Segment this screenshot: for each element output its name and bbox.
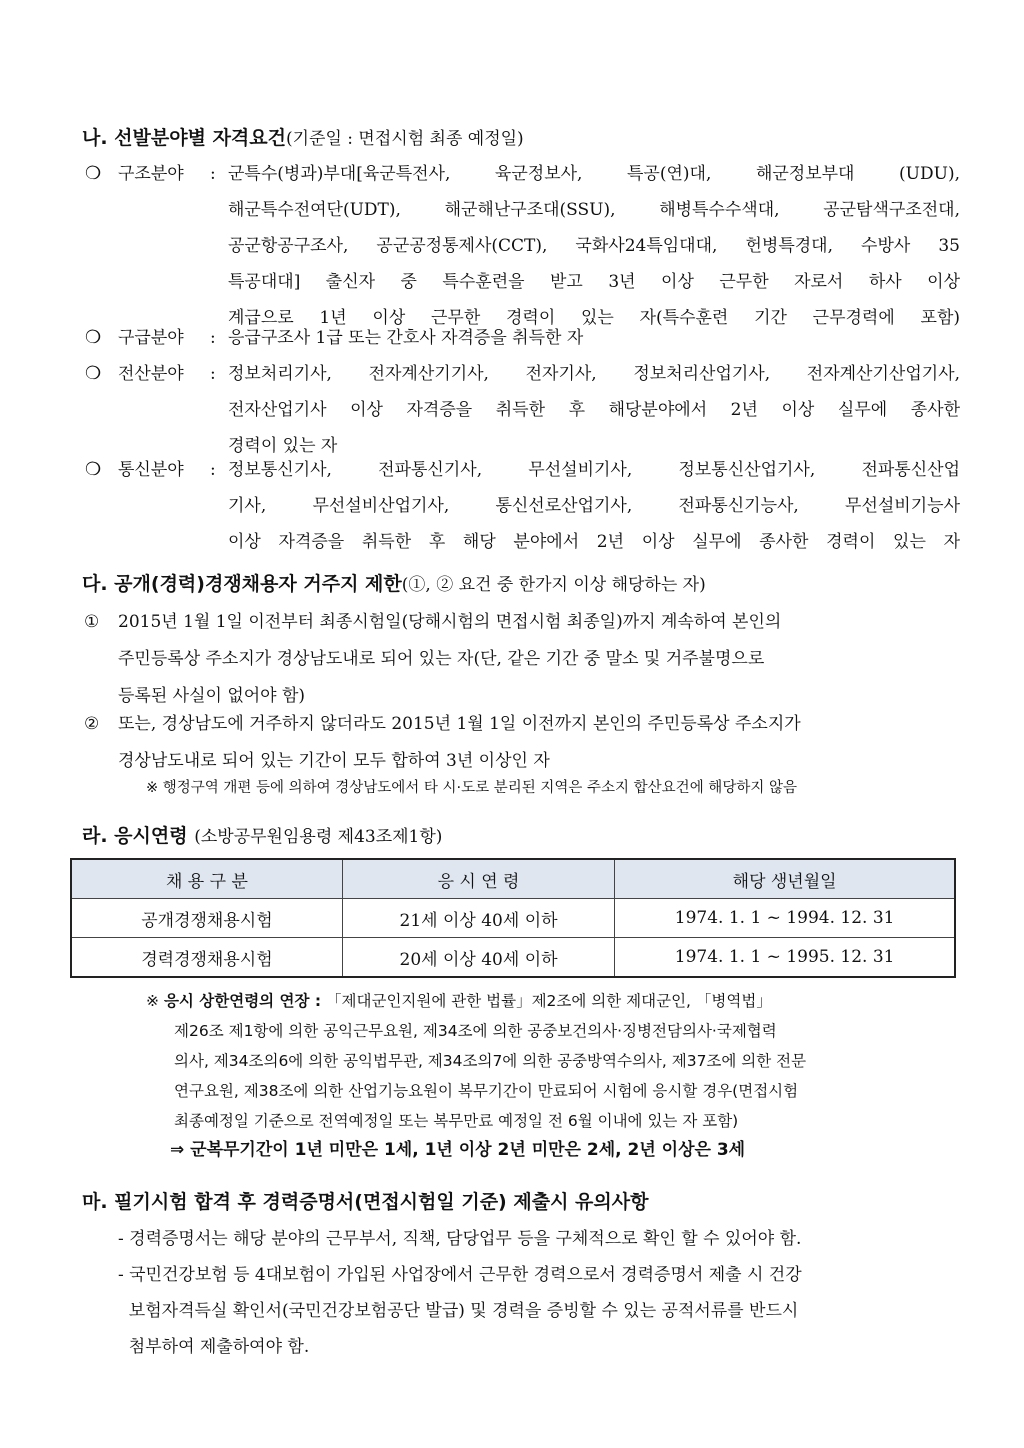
- heading-subtext: (①, ② 요건 중 한가지 이상 해당하는 자): [401, 575, 706, 595]
- age-table: [70, 858, 956, 978]
- colon: :: [210, 164, 216, 184]
- career-note-1: - 경력증명서는 해당 분야의 근무부서, 직책, 담당업무 등을 구체적으로 확인 할 수 있어야 함.: [118, 1229, 802, 1249]
- field-body: 응급구조사 1급 또는 간호사 자격증을 취득한 자: [228, 328, 584, 348]
- table-header: 채 용 구 분: [71, 859, 342, 899]
- table-cell: 20세 이상 40세 이하: [342, 938, 614, 978]
- field-rescue: [0, 156, 1024, 336]
- field-body: 정보통신기사, 전파통신기사, 무선설비기사, 정보통신산업기사, 전파통신산업 기사, 무선설비산업기사, 통신선로산업기사, 전파통신기능사, 무선설비기능사 이상 자격증을 취득한 후 해당 분야에서 2년 이상 실무에 종사한 경력이 있는 자: [228, 460, 960, 552]
- career-note-2: - 국민건강보험 등 4대보험이 가입된 사업장에서 근무한 경력으로서 경력증명서 제출 시 건강 보험자격득실 확인서(국민건강보험공단 발급) 및 경력을 증빙할 수 있는 공적서류를 반드시 첨부하여 제출하여야 함.: [118, 1265, 802, 1357]
- table-cell: 공개경쟁채용시험: [71, 899, 342, 938]
- item-number: ①: [84, 612, 100, 632]
- colon: :: [210, 328, 216, 348]
- document-page: 나. 선발분야별 자격요건(기준일 : 면접시험 최종 예정일) ❍ 구조분야 : 군특수(병과)부대[육군특전사, 육군정보사, 특공(연)대, 해군정보부대 (UDU), 해군특수전여단(UDT), 해군해난구조대(SSU), 해병특수수색대, 공군탐색구조전대, 공군항공구조사, 공군공정통제사(CCT), 국화사24특임대대, 헌병특경대, 수방사 35 특공대대] 출신자 중 특수훈련을 받고 3년 이상 근무한 자로서 하사 이상 계급으로 1년 이상 근무한 경력이 있는 자(특수훈련 기간 근무경력에 포함) ❍ 구급분야 : 응급구조사 1급 또는 간호사 자격증을 취득한 자 ❍ 전산분야 : 정보처리기사, 전자계산기기사, 전자기사, 정보처리산업기사, 전자계산기산업기사, 전자산업기사 이상 자격증을 취득한 후 해당분야에서 2년 이상 실무에 종사한 경력이 있는 자 ❍ 통신분야 : 정보통신기사, 전파통신기사, 무선설비기사, 정보통신산업기사, 전파통신산업 기사, 무선설비산업기사, 통신선로산업기사, 전파통신기능사, 무선설비기능사 이상 자격증을 취득한 후 해당 분야에서 2년 이상 실무에 종사한 경력이 있는 자 다. 공개(경력)경쟁채용자 거주지 제한(①, ② 요건 중 한가지 이상 해당하는 자) ① 2015년 1월 1일 이전부터 최종시험일(당해시험의 면접시험 최종일)까지 계속하여 본인의 주민등록상 주소지가 경상남도내로 되어 있는 자(단, 같은 기간 중 말소 및 거주불명으로 등록된 사실이 없어야 함) ② 또는, 경상남도에 거주하지 않더라도 2015년 1월 1일 이전까지 본인의 주민등록상 주소지가 경상남도내로 되어 있는 기간이 모두 합하여 3년 이상인 자 ※ 행정구역 개편 등에 의하여 경상남도에서 타 시·도로 분리된 지역은 주소지 합산요건에 해당하지 않음 라. 응시연령 (소방공무원임용령 제43조제1항) 채 용 구 분 응 시 연 령 해당 생년월일 공개경쟁채용시험 21세 이상 40세 이하 1974. 1. 1 ~ 1994. 12. 31 경력경쟁채용시험 20세 이상 40세 이하 1974. 1. 1 ~ 1995. 12. 31 ※ 응시 상한연령의 연장 : 「제대군인지원에 관한 법률」제2조에 의한 제대군인, 「병역법」 제26조 제1항에 의한 공익근무요원, 제34조에 의한 공중보건의사·징병전담의사·국제협력 의사, 제34조의6에 의한 공익법무관, 제34조의7에 의한 공중방역수의사, 제37조에 의한 전문 연구요원, 제38조에 의한 산업기능요원이 복무기간이 만료되어 시험에 응시할 경우(면접시험 최종예정일 기준으로 전역예정일 또는 복무만료 예정일 전 6월 이내에 있는 자 포함) ⇒ 군복무기간이 1년 미만은 1세, 1년 이상 2년 미만은 2세, 2년 이상은 3세 마. 필기시험 합격 후 경력증명서(면접시험일 기준) 제출시 유의사항 - 경력증명서는 해당 분야의 근무부서, 직책, 담당업무 등을 구체적으로 확인 할 수 있어야 함. - 국민건강보험 등 4대보험이 가입된 사업장에서 근무한 경력으로서 경력증명서 제출 시 건강 보험자격득실 확인서(국민건강보험공단 발급) 및 경력을 증빙할 수 있는 공적서류를 반드시 첨부하여 제출하여야 함.: [0, 0, 1024, 1448]
- table-cell: 1974. 1. 1 ~ 1995. 12. 31: [615, 938, 955, 978]
- note-bold: 응시 상한연령의 연장 :: [163, 992, 322, 1010]
- colon: :: [210, 460, 216, 480]
- table-cell: 1974. 1. 1 ~ 1994. 12. 31: [615, 899, 955, 938]
- age-extension-summary: ⇒ 군복무기간이 1년 미만은 1세, 1년 이상 2년 미만은 2세, 2년 이상은 3세: [170, 1140, 746, 1160]
- section-heading-residence: [82, 570, 706, 599]
- bullet: ❍: [85, 363, 102, 384]
- bullet: ❍: [85, 459, 102, 480]
- table-cell: 21세 이상 40세 이하: [342, 899, 614, 938]
- field-body: 정보처리기사, 전자계산기기사, 전자기사, 정보처리산업기사, 전자계산기산업기사, 전자산업기사 이상 자격증을 취득한 후 해당분야에서 2년 이상 실무에 종사한 경력이 있는 자: [228, 364, 960, 456]
- heading-text: 다. 공개(경력)경쟁채용자 거주지 제한: [82, 573, 402, 595]
- bullet: ❍: [85, 163, 102, 184]
- item-number: ②: [84, 714, 100, 734]
- table-cell: 경력경쟁채용시험: [71, 938, 342, 978]
- colon: :: [210, 364, 216, 384]
- field-label: 구급분야: [118, 328, 184, 348]
- bullet: ❍: [85, 327, 102, 348]
- table-header: 해당 생년월일: [615, 859, 955, 899]
- field-label: 구조분야: [118, 164, 184, 184]
- section-heading-qualifications: [82, 124, 524, 153]
- heading-text: 마. 필기시험 합격 후 경력증명서(면접시험일 기준) 제출시 유의사항: [82, 1191, 649, 1213]
- table-row: [71, 899, 955, 938]
- field-label: 통신분야: [118, 460, 184, 480]
- table-header-row: [71, 859, 955, 899]
- section-heading-career-certificate: [82, 1188, 648, 1216]
- field-emergency: [0, 320, 1024, 356]
- age-extension-note: ※ 응시 상한연령의 연장 : 「제대군인지원에 관한 법률」제2조에 의한 제대군인, 「병역법」 제26조 제1항에 의한 공익근무요원, 제34조에 의한 공중보건의사·징병전담의사·국제협력 의사, 제34조의6에 의한 공익법무관, 제34조의7에 의한 공중방역수의사, 제37조에 의한 전문 연구요원, 제38조에 의한 산업기능요원이 복무기간이 만료되어 시험에 응시할 경우(면접시험 최종예정일 기준으로 전역예정일 또는 복무만료 예정일 전 6월 이내에 있는 자 포함): [146, 992, 807, 1130]
- field-computing: [0, 356, 1024, 464]
- table-header: 응 시 연 령: [342, 859, 614, 899]
- heading-text: 나. 선발분야별 자격요건: [82, 127, 286, 149]
- residence-note: ※ 행정구역 개편 등에 의하여 경상남도에서 타 시·도로 분리된 지역은 주소지 합산요건에 해당하지 않음: [146, 780, 797, 796]
- heading-subtext: (소방공무원임용령 제43조제1항): [194, 827, 443, 847]
- field-body: 군특수(병과)부대[육군특전사, 육군정보사, 특공(연)대, 해군정보부대 (UDU), 해군특수전여단(UDT), 해군해난구조대(SSU), 해병특수수색대, 공군탐색구조전대, 공군항공구조사, 공군공정통제사(CCT), 국화사24특임대대, 헌병특경대, 수방사 35 특공대대] 출신자 중 특수훈련을 받고 3년 이상 근무한 자로서 하사 이상 계급으로 1년 이상 근무한 경력이 있는 자(특수훈련 기간 근무경력에 포함): [228, 164, 960, 328]
- heading-text: 라. 응시연령: [82, 825, 188, 847]
- field-label: 전산분야: [118, 364, 184, 384]
- note-mark: ※: [146, 992, 159, 1010]
- heading-subtext: (기준일 : 면접시험 최종 예정일): [286, 129, 524, 149]
- section-heading-age: [82, 822, 442, 851]
- field-communications: [0, 452, 1024, 560]
- table-row: [71, 938, 955, 978]
